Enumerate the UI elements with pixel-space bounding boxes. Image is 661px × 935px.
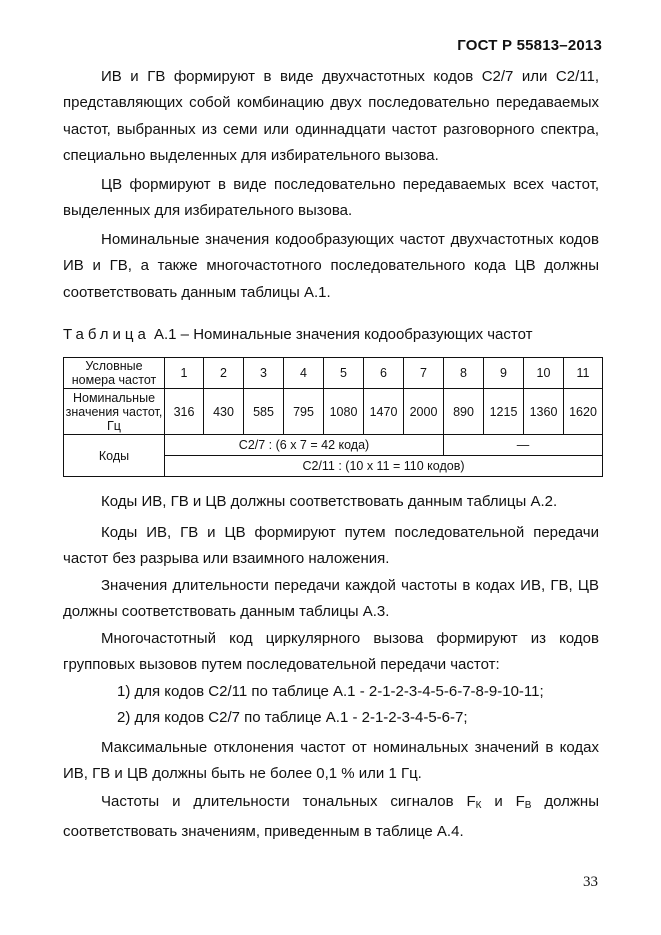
paragraph-1: ИВ и ГВ формируют в виде двухчастотных кодов С2/7 или С2/11, представляющих собой комбинацию двух последовательно передаваемых частот, выбранных из семи или одиннадцати частот разговорного спектра, специально выделенных для избирательного вызова. — [63, 68, 599, 165]
final-text-pre: Частоты и длительности тональных сигналов F — [101, 793, 476, 810]
row-label-numbers: Условные номера частот — [64, 358, 165, 389]
table-caption — [63, 326, 533, 343]
table-caption-word: Таблица — [63, 326, 150, 343]
paragraph-3: Номинальные значения кодообразующих частот двухчастотных кодов ИВ и ГВ, а также многочастотного последовательного кода ЦВ должны соответствовать данным таблицы А.1. — [63, 231, 599, 301]
table-cell: 2000 — [404, 389, 444, 435]
paragraph-2: ЦВ формируют в виде последовательно передаваемых всех частот, выделенных для избирательного вызова. — [63, 176, 599, 220]
table-cell: 1470 — [364, 389, 404, 435]
paragraph-8: Максимальные отклонения частот от номинальных значений в кодах ИВ, ГВ и ЦВ должны быть не более 0,1 % или 1 Гц. — [63, 739, 599, 783]
subscript-v: В — [524, 800, 532, 811]
paragraph-5: Коды ИВ, ГВ и ЦВ формируют путем последовательной передачи частот без разрыва или взаимного наложения. — [63, 524, 599, 568]
table-cell: 890 — [444, 389, 484, 435]
table-row-frequencies — [64, 389, 603, 435]
paragraph-4: Коды ИВ, ГВ и ЦВ должны соответствовать данным таблицы А.2. — [101, 493, 558, 510]
table-cell: 1080 — [324, 389, 364, 435]
table-cell: 4 — [284, 358, 324, 389]
table-cell: 2 — [204, 358, 244, 389]
row-label-frequencies: Номинальные значения частот, Гц — [64, 389, 165, 435]
codes-c27-cell: С2/7 : (6 х 7 = 42 кода) — [165, 435, 444, 456]
table-cell: 10 — [524, 358, 564, 389]
table-cell: 1360 — [524, 389, 564, 435]
subscript-k: К — [475, 800, 482, 811]
paragraph-7: Многочастотный код циркулярного вызова формируют из кодов групповых вызовов путем последовательной передачи частот: — [63, 630, 599, 674]
table-cell: 8 — [444, 358, 484, 389]
table-cell: 11 — [564, 358, 603, 389]
table-cell: 3 — [244, 358, 284, 389]
table-cell: 585 — [244, 389, 284, 435]
table-cell: 316 — [165, 389, 204, 435]
table-cell: 1 — [165, 358, 204, 389]
table-cell: 430 — [204, 389, 244, 435]
document-header: ГОСТ Р 55813–2013 — [457, 37, 602, 54]
page-number: 33 — [583, 874, 598, 890]
table-cell: 7 — [404, 358, 444, 389]
frequency-table — [63, 357, 603, 477]
table-cell: 795 — [284, 389, 324, 435]
table-cell: 5 — [324, 358, 364, 389]
table-cell: 1215 — [484, 389, 524, 435]
paragraph-6: Значения длительности передачи каждой частоты в кодах ИВ, ГВ, ЦВ должны соответствовать данным таблицы А.3. — [63, 577, 599, 621]
list-item-2: 2) для кодов С2/7 по таблице А.1 - 2-1-2-3-4-5-6-7; — [117, 709, 468, 726]
final-text-post: должны соответствовать значениям, приведенным в таблице А.4. — [63, 793, 599, 841]
table-cell: 6 — [364, 358, 404, 389]
list-item-1: 1) для кодов С2/11 по таблице А.1 - 2-1-2-3-4-5-6-7-8-9-10-11; — [117, 683, 544, 700]
row-label-codes: Коды — [64, 435, 165, 477]
codes-c211-cell: С2/11 : (10 х 11 = 110 кодов) — [165, 456, 603, 477]
table-row-codes-c27 — [64, 435, 603, 456]
table-cell: 9 — [484, 358, 524, 389]
table-caption-text: А.1 – Номинальные значения кодообразующих частот — [154, 326, 533, 343]
codes-dash-cell: — — [444, 435, 603, 456]
table-cell: 1620 — [564, 389, 603, 435]
final-text-mid: и F — [481, 793, 525, 810]
paragraph-9 — [63, 789, 599, 846]
table-row-numbers — [64, 358, 603, 389]
